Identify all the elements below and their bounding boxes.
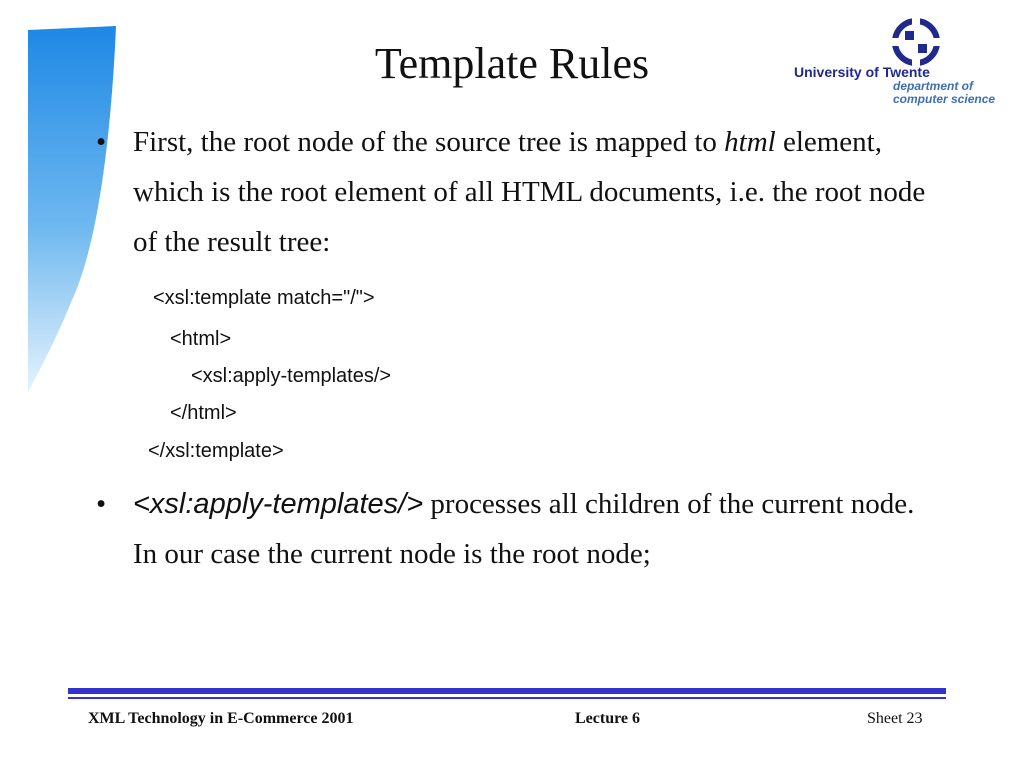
bullet-text-part: element, which is the root element of all HTML documents, i.e. the root node of the result tree: xyxy=(133,126,926,258)
university-emblem-icon xyxy=(892,18,940,66)
footer-divider xyxy=(68,688,946,694)
bullet-text xyxy=(133,117,943,267)
bullet-symbol: • xyxy=(96,126,107,158)
code-line: </xsl:template> xyxy=(148,440,284,462)
footer-lecture: Lecture 6 xyxy=(575,710,641,727)
logo-dept-line1: department of xyxy=(893,79,974,93)
bullet-text xyxy=(133,479,943,579)
logo-department xyxy=(893,80,995,106)
university-logo xyxy=(794,18,1014,118)
code-line: <xsl:apply-templates/> xyxy=(191,365,392,387)
code-line: <html> xyxy=(170,328,232,350)
bullet-emphasis: html xyxy=(724,126,776,158)
bullet-inline-code: <xsl:apply-templates/> xyxy=(133,488,424,520)
slide-title: Template Rules xyxy=(374,39,650,88)
bullet-symbol: • xyxy=(96,488,107,520)
code-line: </html> xyxy=(170,402,237,424)
bullet-text-part: processes all children of the current node. In our case the current node is the root node; xyxy=(133,488,915,570)
logo-university-name: University of Twente xyxy=(794,64,930,80)
footer-sheet-number: Sheet 23 xyxy=(867,710,923,727)
bullet-text-part: First, the root node of the source tree is mapped to xyxy=(133,126,725,158)
code-line: <xsl:template match="/"> xyxy=(153,287,375,309)
footer-divider-thin xyxy=(68,697,946,699)
footer-course: XML Technology in E-Commerce 2001 xyxy=(88,710,354,727)
logo-dept-line2: computer science xyxy=(893,92,996,106)
